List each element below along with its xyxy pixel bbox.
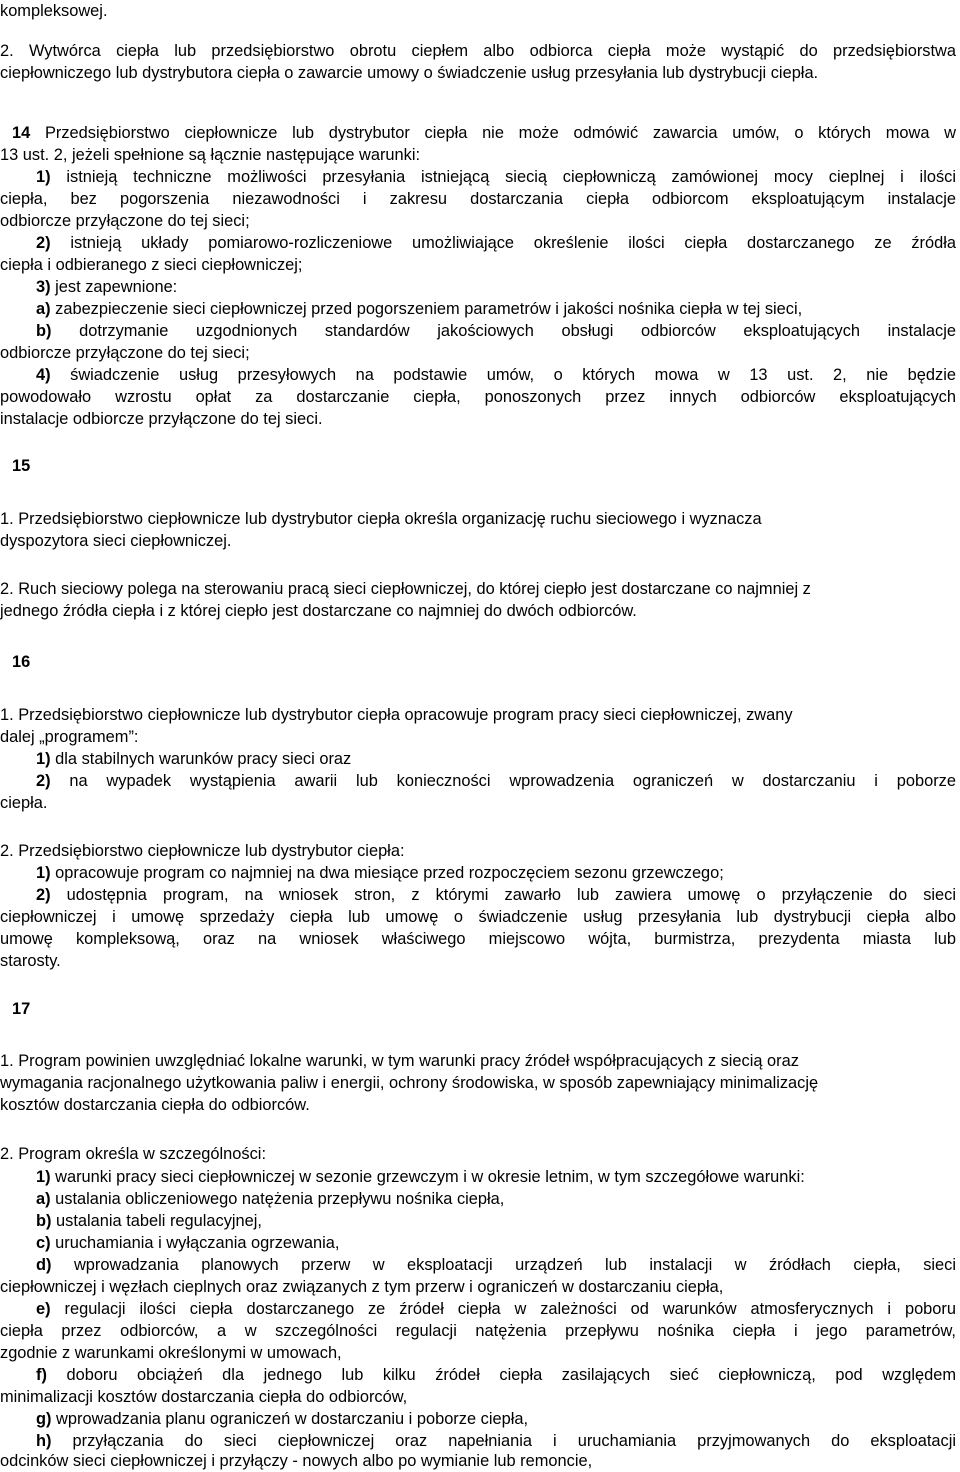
text-line: ciepła i odbieranego z sieci ciepłowniczej; <box>0 256 303 274</box>
section-14-line: 14 Przedsiębiorstwo ciepłownicze lub dystrybutor ciepła nie może odmówić zawarcia umów, o których mowa w <box>12 124 957 142</box>
list-item: g) wprowadzania planu ograniczeń w dostarczaniu i poborze ciepła, <box>36 1410 529 1428</box>
text-line: dalej „programem”: <box>0 728 139 746</box>
list-item: 1) istnieją techniczne możliwości przesyłania istniejącą siecią ciepłowniczą zamówionej mocy cieplnej i ilości <box>36 168 956 186</box>
text-line: kosztów dostarczania ciepła do odbiorców. <box>0 1096 310 1114</box>
text-line: wymagania racjonalnego użytkowania paliw i energii, ochrony środowiska, w sposób zapewniający minimalizację <box>0 1074 819 1092</box>
text-line: jednego źródła ciepła i z której ciepło jest dostarczane co najmniej do dwóch odbiorców. <box>0 602 637 620</box>
text-line: kompleksowej. <box>0 2 108 20</box>
text-line: odbiorcze przyłączone do tej sieci; <box>0 212 250 230</box>
list-item: 2) udostępnia program, na wniosek stron, z którymi zawarło lub zawiera umowę o przyłączenie do sieci <box>36 886 956 904</box>
section-number: 14 <box>12 124 31 142</box>
text-line: 1. Przedsiębiorstwo ciepłownicze lub dystrybutor ciepła opracowuje program pracy sieci ciepłowniczej, zwany <box>0 706 793 724</box>
list-item: 2) na wypadek wystąpienia awarii lub konieczności wprowadzenia ograniczeń w dostarczaniu i poborze <box>36 772 956 790</box>
text-line: instalacje odbiorcze przyłączone do tej sieci. <box>0 410 323 428</box>
text-line: 1. Program powinien uwzględniać lokalne warunki, w tym warunki pracy źródeł współpracujących z siecią oraz <box>0 1052 799 1070</box>
list-item: a) zabezpieczenie sieci ciepłowniczej przed pogorszeniem parametrów i jakości nośnika ciepła w tej sieci, <box>36 300 803 318</box>
text-line: ciepła. <box>0 794 48 812</box>
text-line: 2. Program określa w szczególności: <box>0 1145 266 1163</box>
text-line: odcinków sieci ciepłowniczej i przyłączy - nowych albo po wymianie lub remoncie, <box>0 1452 593 1470</box>
section-16-heading: 16 <box>12 653 31 671</box>
list-item: c) uruchamiania i wyłączania ogrzewania, <box>36 1234 340 1252</box>
text-line: ciepłowniczej i węzłach cieplnych oraz związanych z tym przerw i ograniczeń w dostarczaniu ciepła, <box>0 1278 724 1296</box>
list-item: b) dotrzymanie uzgodnionych standardów jakościowych obsługi odbiorców eksploatujących instalacje <box>36 322 956 340</box>
list-item: 1) opracowuje program co najmniej na dwa miesiące przed rozpoczęciem sezonu grzewczego; <box>36 864 724 882</box>
section-15-heading: 15 <box>12 457 31 475</box>
list-item: 1) dla stabilnych warunków pracy sieci oraz <box>36 750 352 768</box>
text-line: 2. Ruch sieciowy polega na sterowaniu pracą sieci ciepłowniczej, do której ciepło jest dostarczane co najmniej z <box>0 580 811 598</box>
list-item: 3) jest zapewnione: <box>36 278 178 296</box>
text-line: powodowało wzrostu opłat za dostarczanie ciepła, ponoszonych przez innych odbiorców eksploatujących <box>0 388 956 406</box>
list-item: b) ustalania tabeli regulacyjnej, <box>36 1212 262 1230</box>
text-line: ciepłowniczej i umowę sprzedaży ciepła lub umowę o świadczenie usług przesyłania lub dystrybucji ciepła albo <box>0 908 956 926</box>
list-item: 4) świadczenie usług przesyłowych na podstawie umów, o których mowa w 13 ust. 2, nie będzie <box>36 366 956 384</box>
text-line: starosty. <box>0 952 61 970</box>
text-line: ciepłowniczego lub dystrybutora ciepła o zawarcie umowy o świadczenie usług przesyłania lub dystrybucji ciepła. <box>0 64 819 82</box>
text-line: 1. Przedsiębiorstwo ciepłownicze lub dystrybutor ciepła określa organizację ruchu sieciowego i wyznacza <box>0 510 762 528</box>
text-line: umowę kompleksową, oraz na wniosek właściwego miejscowo wójta, burmistrza, prezydenta miasta lub <box>0 930 956 948</box>
list-item: d) wprowadzania planowych przerw w eksploatacji urządzeń lub instalacji w źródłach ciepła, sieci <box>36 1256 957 1274</box>
text-line: ciepła przez odbiorców, a w szczególności regulacji natężenia przepływu nośnika ciepła i jego parametrów, <box>0 1322 956 1340</box>
text-line: minimalizacji kosztów dostarczania ciepła do odbiorców, <box>0 1388 408 1406</box>
text-line: 2. Przedsiębiorstwo ciepłownicze lub dystrybutor ciepła: <box>0 842 405 860</box>
text-line: dyspozytora sieci ciepłowniczej. <box>0 532 232 550</box>
text-line: odbiorcze przyłączone do tej sieci; <box>0 344 250 362</box>
text-line: zgodnie z warunkami określonymi w umowach, <box>0 1344 342 1362</box>
list-item: f) doboru obciążeń dla jednego lub kilku źródeł ciepła zasilających sieć ciepłowniczą, pod względem <box>36 1366 956 1384</box>
section-17-heading: 17 <box>12 1000 31 1018</box>
list-item: a) ustalania obliczeniowego natężenia przepływu nośnika ciepła, <box>36 1190 505 1208</box>
list-item: 2) istnieją układy pomiarowo-rozliczeniowe umożliwiające określenie ilości ciepła dostarczanego ze źródła <box>36 234 956 252</box>
list-item: 1) warunki pracy sieci ciepłowniczej w sezonie grzewczym i w okresie letnim, w tym szczegółowe warunki: <box>36 1168 805 1186</box>
list-item: h) przyłączania do sieci ciepłowniczej oraz napełniania i uruchamiania przyjmowanych do eksploatacji <box>36 1432 957 1450</box>
text-line: 2. Wytwórca ciepła lub przedsiębiorstwo obrotu ciepłem albo odbiorca ciepła może wystąpić do przedsiębiorstwa <box>0 42 956 60</box>
list-item: e) regulacji ilości ciepła dostarczanego ze źródeł ciepła w zależności od warunków atmosferycznych i poboru <box>36 1300 956 1318</box>
text-line: ciepła, bez pogorszenia niezawodności i zakresu dostarczania ciepła odbiorcom eksploatującym instalacje <box>0 190 956 208</box>
text-line: 13 ust. 2, jeżeli spełnione są łącznie następujące warunki: <box>0 146 421 164</box>
